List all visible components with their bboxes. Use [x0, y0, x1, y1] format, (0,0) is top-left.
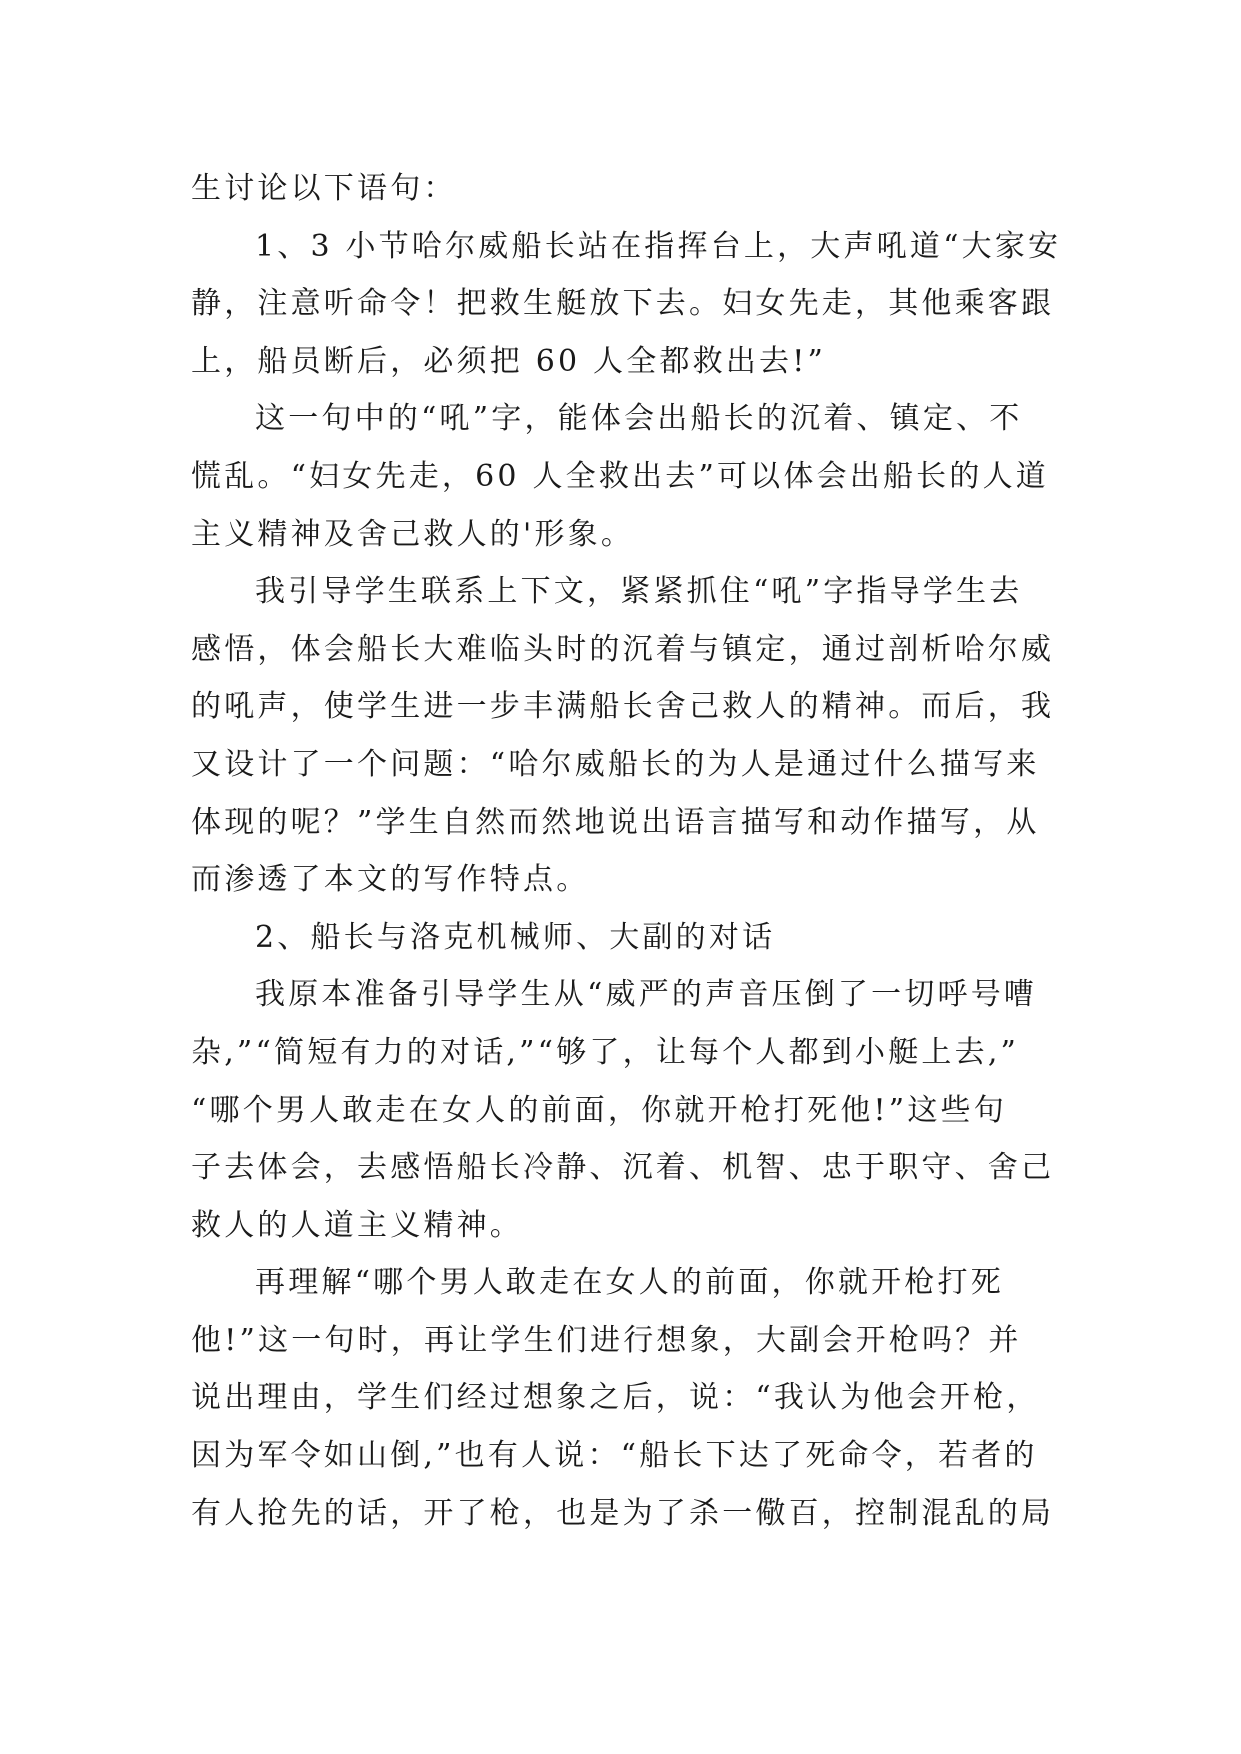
- text-line: 我引导学生联系上下文，紧紧抓住“吼”字指导学生去: [255, 574, 1023, 610]
- text-line: 主义精神及舍己救人的'形象。: [191, 516, 635, 552]
- text-line: 1、3 小节哈尔威船长站在指挥台上，大声吼道“大家安: [255, 228, 1062, 264]
- text-line: 生讨论以下语句：: [191, 171, 457, 206]
- text-line: 静，注意听命令！把救生艇放下去。妇女先走，其他乘客跟: [191, 286, 1055, 322]
- text-line: 有人抢先的话，开了枪，也是为了杀一儆百，控制混乱的局: [191, 1495, 1055, 1531]
- text-line: 体现的呢？”学生自然而然地说出语言描写和动作描写，从: [191, 804, 1040, 840]
- text-line: 感悟，体会船长大难临头时的沉着与镇定，通过剖析哈尔威: [191, 631, 1055, 667]
- text-line: 这一句中的“吼”字，能体会出船长的沉着、镇定、不: [255, 401, 1023, 437]
- text-line: 子去体会，去感悟船长冷静、沉着、机智、忠于职守、舍己: [191, 1150, 1055, 1186]
- text-line: 再理解“哪个男人敢走在女人的前面，你就开枪打死: [255, 1265, 1004, 1301]
- text-line: 而渗透了本文的写作特点。: [191, 862, 590, 898]
- text-line: 杂,”“简短有力的对话,”“够了，让每个人都到小艇上去,”: [191, 1034, 1020, 1070]
- text-line: 2、船长与洛克机械师、大副的对话: [255, 919, 776, 955]
- text-line: 他!”这一句时，再让学生们进行想象，大副会开枪吗？并: [191, 1322, 1022, 1358]
- text-line: “哪个男人敢走在女人的前面，你就开枪打死他!”这些句: [191, 1092, 1007, 1128]
- text-line: 又设计了一个问题：“哈尔威船长的为人是通过什么描写来: [191, 746, 1040, 782]
- text-line: 慌乱。“妇女先走，60 人全救出去”可以体会出船长的人道: [191, 458, 1049, 494]
- text-line: 上，船员断后，必须把 60 人全都救出去!”: [191, 343, 827, 379]
- body-text: [191, 160, 1061, 1542]
- text-line: 的吼声，使学生进一步丰满船长舍己救人的精神。而后，我: [191, 689, 1055, 725]
- text-line: 因为军令如山倒,”也有人说：“船长下达了死命令，若者的: [191, 1438, 1038, 1474]
- text-line: 说出理由，学生们经过想象之后，说：“我认为他会开枪，: [191, 1380, 1040, 1416]
- text-line: 救人的人道主义精神。: [191, 1207, 523, 1243]
- text-line: 我原本准备引导学生从“威严的声音压倒了一切呼号嘈: [255, 977, 1038, 1013]
